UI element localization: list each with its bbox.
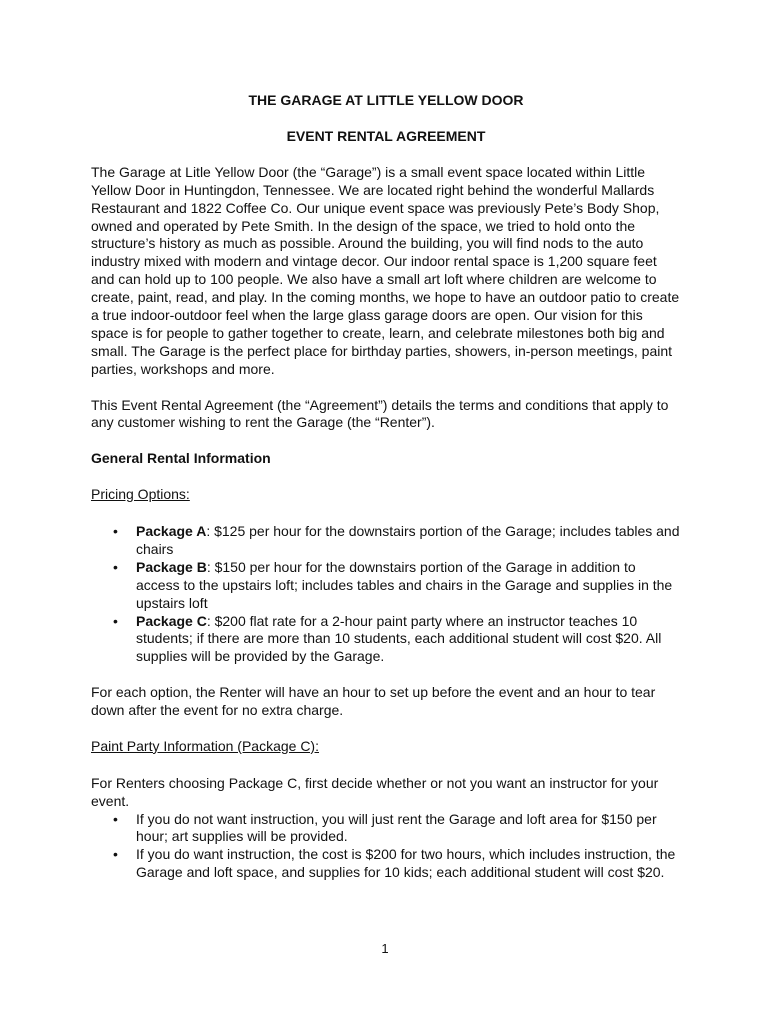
bullet-icon: • (113, 846, 118, 863)
paint-party-heading: Paint Party Information (Package C): (91, 737, 319, 754)
list-item (91, 811, 681, 847)
bullet-icon: • (113, 810, 118, 827)
paint-intro-paragraph: For Renters choosing Package C, first decide whether or not you want an instructor for your event. (91, 774, 659, 809)
paint-options-list (91, 811, 681, 883)
package-name: Package A (136, 522, 207, 539)
paint-option-text: If you do want instruction, the cost is $200 for two hours, which includes instruction, the Garage and loft space, and supplies for 10 kids; each additional student will cost $20. (136, 846, 676, 881)
list-item (91, 846, 681, 882)
general-rental-heading: General Rental Information (91, 450, 271, 467)
document-page (91, 92, 681, 882)
package-description: : $150 per hour for the downstairs portion of the Garage in addition to access to the upstairs loft; includes tables and chairs in the Garage and supplies in the upstairs loft (136, 558, 673, 611)
list-item (91, 559, 681, 613)
document-subtitle: EVENT RENTAL AGREEMENT (286, 127, 486, 144)
intro-paragraph: The Garage at Litle Yellow Door (the “Garage”) is a small event space located within Little Yellow Door in Huntingdon, Tennessee. We are located right behind the wonderful Mallards Restaurant and 1822 Coffee Co. Our unique event space was previously Pete’s Body Shop, owned and operated by Pete Smith. In the design of the space, we tried to hold onto the structure’s history as much as possible. Around the building, you will find nods to the auto industry mixed with modern and vintage decor. Our indoor rental space is 1,200 square feet and can hold up to 100 people. We also have a small art loft where children are welcome to create, paint, read, and play. In the coming months, we hope to have an outdoor patio to create a true indoor-outdoor feel when the large glass garage doors are open. Our vision for this space is for people to gather together to create, learn, and celebrate milestones both big and small. The Garage is the perfect place for birthday parties, showers, in-person meetings, paint parties, workshops and more. (91, 163, 680, 377)
list-item (91, 613, 681, 667)
bullet-icon: • (113, 558, 118, 575)
document-title: THE GARAGE AT LITTLE YELLOW DOOR (248, 92, 524, 108)
page-number: 1 (381, 941, 389, 956)
package-description: : $200 flat rate for a 2-hour paint party where an instructor teaches 10 students; if there are more than 10 students, each additional student will cost $20. All supplies will be provided by the Garage. (136, 612, 662, 665)
setup-note-paragraph: For each option, the Renter will have an hour to set up before the event and an hour to tear down after the event for no extra charge. (91, 684, 656, 719)
bullet-icon: • (113, 612, 118, 629)
paint-option-text: If you do not want instruction, you will just rent the Garage and loft area for $150 per hour; art supplies will be provided. (136, 810, 657, 845)
agreement-intro-paragraph: This Event Rental Agreement (the “Agreement”) details the terms and conditions that apply to any customer wishing to rent the Garage (the “Renter”). (91, 396, 669, 431)
package-name: Package C (136, 612, 207, 629)
list-item (91, 523, 681, 559)
package-list (91, 523, 681, 666)
bullet-icon: • (113, 522, 118, 539)
package-description: : $125 per hour for the downstairs portion of the Garage; includes tables and chairs (136, 522, 680, 557)
package-name: Package B (136, 558, 207, 575)
pricing-options-heading: Pricing Options: (91, 486, 190, 503)
